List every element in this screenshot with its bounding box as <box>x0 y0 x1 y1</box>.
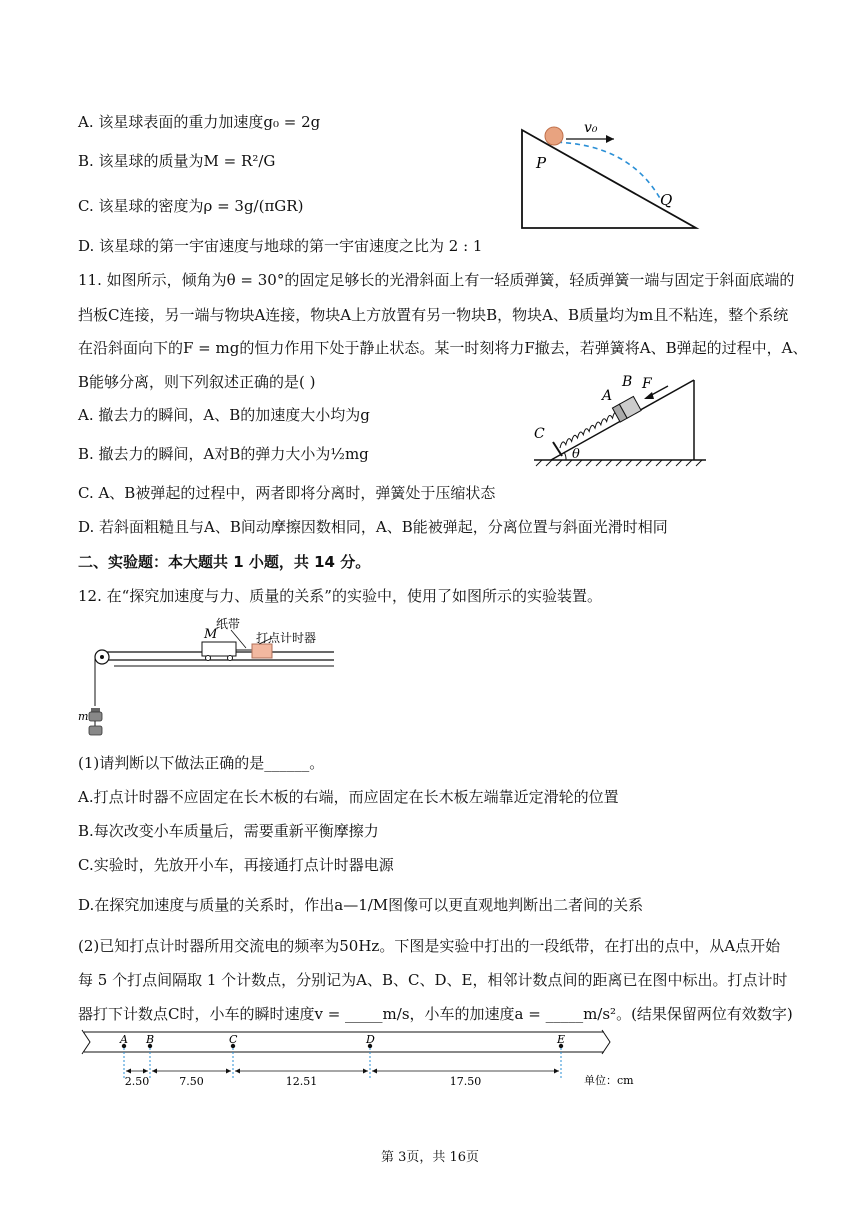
q10-option-d[interactable]: D. 该星球的第一宇宙速度与地球的第一宇宙速度之比为 2 : 1 <box>78 237 483 255</box>
q12-part1-option-d[interactable]: D.在探究加速度与质量的关系时，作出a—1/M图像可以更直观地判断出二者间的关系 <box>78 896 644 914</box>
tape-arrow-0 <box>143 1069 148 1074</box>
q11-option-c[interactable]: C. A、B被弹起的过程中，两者即将分离时，弹簧处于压缩状态 <box>78 484 496 502</box>
label-q: Q <box>660 191 673 209</box>
q12-part2-line-1: (2)已知打点计时器所用交流电的频率为50Hz。下图是实验中打出的一段纸带，在打出的点中，从A点开始 <box>78 937 781 955</box>
q11-spring-figure <box>526 372 711 472</box>
tape-arrow-1 <box>226 1069 231 1074</box>
label-a: A <box>602 388 613 404</box>
q12-part2-line-2: 每 5 个打点间隔取 1 个计数点，分别记为A、B、C、D、E，相邻计数点间的距离已在图中标出。打点计时 <box>78 971 788 989</box>
label-m-big: M <box>204 627 218 642</box>
q10-incline-figure <box>510 112 705 234</box>
q12-part2-line-3: 器打下计数点C时，小车的瞬时速度v = _____m/s，小车的加速度a = _____m/s²。(结果保留两位有效数字) <box>78 1005 793 1023</box>
q12-part1-question: (1)请判断以下做法正确的是______。 <box>78 754 325 772</box>
paper-tape-figure <box>76 1028 646 1092</box>
label-theta: θ <box>572 447 580 462</box>
q10-option-a[interactable]: A. 该星球表面的重力加速度g₀ = 2g <box>78 113 321 131</box>
tape-point-label-B: B <box>146 1033 155 1046</box>
q11-option-d[interactable]: D. 若斜面粗糙且与A、B间动摩擦因数相同，A、B能被弹起，分离位置与斜面光滑时相同 <box>78 518 668 536</box>
label-p: P <box>536 154 547 172</box>
label-v0: v₀ <box>584 120 598 136</box>
label-f: F <box>642 376 652 392</box>
tape-arrow-0 <box>126 1069 131 1074</box>
cart-icon <box>202 642 236 656</box>
tape-unit: 单位：cm <box>584 1074 634 1087</box>
tape-marks <box>119 1033 565 1088</box>
tape-point-label-C: C <box>229 1033 238 1046</box>
tape-point-label-D: D <box>366 1033 375 1046</box>
section-2-title: 二、实验题：本大题共 1 小题，共 14 分。 <box>78 553 371 571</box>
q12-part1-option-b[interactable]: B.每次改变小车质量后，需要重新平衡摩擦力 <box>78 822 379 840</box>
ball-icon <box>545 127 563 145</box>
tape-point-label-E: E <box>557 1033 566 1046</box>
label-m-small: m <box>78 710 89 723</box>
tape-distance-label-1: 7.50 <box>179 1075 204 1088</box>
tape-distance-label-3: 17.50 <box>449 1075 482 1088</box>
q12-stem: 12. 在“探究加速度与力、质量的关系”的实验中，使用了如图所示的实验装置。 <box>78 587 602 605</box>
weight-icon <box>89 712 102 721</box>
q10-option-c[interactable]: C. 该星球的密度为ρ = 3g/(πGR) <box>78 197 304 215</box>
label-c: C <box>534 426 545 442</box>
tape-arrow-1 <box>152 1069 157 1074</box>
tape-distance-label-2: 12.51 <box>285 1075 318 1088</box>
q11-stem-line-4: B能够分离，则下列叙述正确的是( ) <box>78 373 316 391</box>
tape-arrow-3 <box>554 1069 559 1074</box>
q11-stem-line-2: 挡板C连接，另一端与物块A连接，物块A上方放置有另一物块B，物块A、B质量均为m且不粘连，整个系统 <box>78 306 789 324</box>
q11-stem-line-1: 11. 如图所示，倾角为θ = 30°的固定足够长的光滑斜面上有一轻质弹簧，轻质弹簧一端与固定于斜面底端的 <box>78 271 795 289</box>
q11-option-a[interactable]: A. 撤去力的瞬间，A、B的加速度大小均为g <box>78 406 370 424</box>
q10-option-b[interactable]: B. 该星球的质量为M = R²/G <box>78 152 276 170</box>
tape-arrow-3 <box>372 1069 377 1074</box>
label-timer: 打点计时器 <box>256 631 317 645</box>
q12-apparatus-figure <box>76 614 338 742</box>
page-footer: 第 3页，共 16页 <box>380 1150 480 1165</box>
q11-option-b[interactable]: B. 撤去力的瞬间，A对B的弹力大小为½mg <box>78 445 369 463</box>
tape-point-label-A: A <box>120 1033 128 1046</box>
tape-arrow-2 <box>363 1069 368 1074</box>
timer-icon <box>252 644 272 658</box>
q11-stem-line-3: 在沿斜面向下的F = mg的恒力作用下处于静止状态。某一时刻将力F撤去，若弹簧将A、B弹起的过程中，A、 <box>78 339 808 357</box>
label-tape: 纸带 <box>216 617 241 631</box>
label-b: B <box>622 374 633 390</box>
tape-distance-label-0: 2.50 <box>124 1075 150 1088</box>
tape-arrow-2 <box>235 1069 240 1074</box>
q12-part1-option-c[interactable]: C.实验时，先放开小车，再接通打点计时器电源 <box>78 856 394 874</box>
q12-part1-option-a[interactable]: A.打点计时器不应固定在长木板的右端，而应固定在长木板左端靠近定滑轮的位置 <box>78 788 619 806</box>
